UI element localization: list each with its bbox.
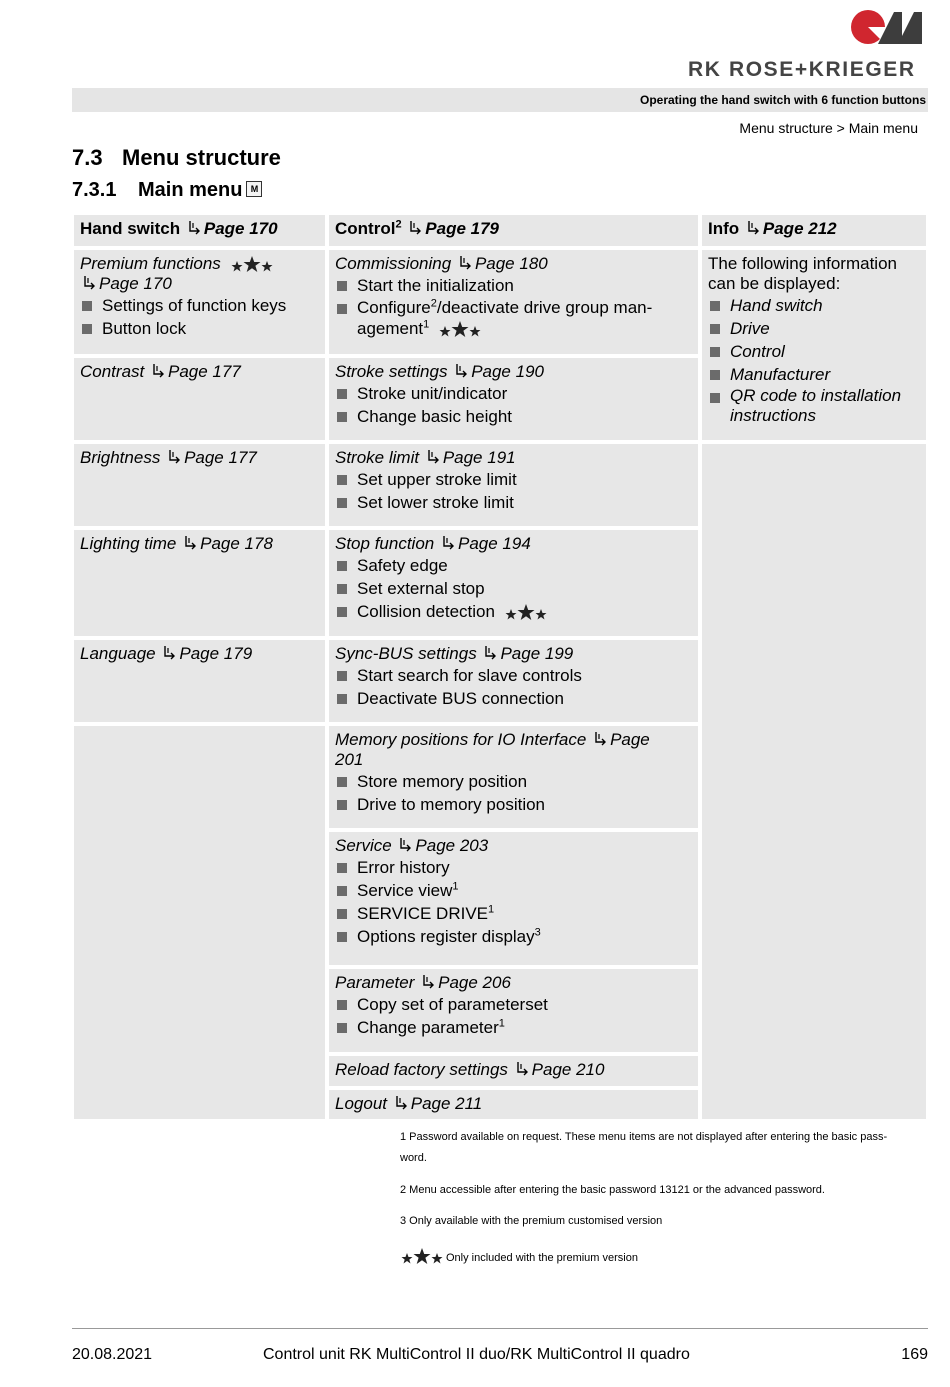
page-ref: Page 206	[438, 973, 511, 992]
menu-cell-lighting-time	[74, 530, 325, 636]
list-item-text: Options register display	[357, 927, 535, 946]
footnote-mark: 1	[452, 880, 459, 893]
list-item-text: Collision detection	[357, 602, 495, 621]
page-ref-arrow-icon	[167, 449, 182, 466]
premium-stars-icon	[438, 320, 482, 338]
info-intro-line: The following information	[708, 254, 897, 273]
list-item: Button lock	[80, 317, 319, 340]
page-ref-arrow-icon	[421, 974, 436, 991]
list-item: Error history	[335, 856, 692, 879]
page-ref: Page 170	[203, 219, 278, 238]
list-item: Change basic height	[335, 405, 692, 428]
page-ref: Page 212	[762, 219, 837, 238]
footnote-text: Only included with the premium version	[446, 1252, 638, 1264]
menu-item-title: Service	[335, 836, 392, 855]
column-title: Hand switch	[80, 219, 181, 238]
list-item: Drive to memory position	[335, 793, 692, 816]
list-item: Manufacturer	[708, 363, 920, 386]
premium-stars-icon	[230, 255, 274, 273]
menu-cell-language	[74, 640, 325, 722]
footnote-1	[400, 1127, 928, 1169]
column-header-hand-switch	[74, 215, 325, 246]
chapter-title: Operating the hand switch with 6 function buttons	[640, 93, 926, 107]
footer-document-title: Control unit RK MultiControl II duo/RK MultiControl II quadro	[263, 1346, 690, 1363]
menu-cell-commissioning	[329, 250, 698, 354]
menu-key-icon: M	[246, 181, 262, 197]
menu-item-title: Stop function	[335, 534, 435, 553]
menu-item-title: Lighting time	[80, 534, 177, 553]
menu-cell-stroke-limit	[329, 444, 698, 526]
list-item: Stroke unit/indicator	[335, 382, 692, 405]
column-title: Control	[335, 219, 396, 238]
menu-cell-sync-bus-settings	[329, 640, 698, 722]
menu-cell-brightness	[74, 444, 325, 526]
menu-item-title: Sync-BUS settings	[335, 644, 477, 663]
list-item-text: Configure	[357, 298, 431, 317]
list-item: Set external stop	[335, 577, 692, 600]
column-header-control	[329, 215, 698, 246]
empty-cell	[702, 444, 926, 1119]
footnote-2: 2 Menu accessible after entering the basic password 13121 or the advanced password.	[400, 1184, 825, 1196]
premium-note	[400, 1247, 928, 1269]
page-ref-arrow-icon	[515, 1061, 530, 1078]
brand-logo	[688, 8, 928, 81]
menu-cell-memory-positions	[329, 726, 698, 828]
page-ref: Page 180	[474, 254, 548, 273]
section-number: 7.3	[72, 145, 103, 170]
page-ref-arrow-icon	[483, 645, 498, 662]
menu-cell-stroke-settings	[329, 358, 698, 440]
subsection-title: Main menu	[138, 179, 243, 201]
page-ref-arrow-icon	[162, 645, 177, 662]
submenu-list	[335, 770, 692, 816]
menu-item-title: Stroke limit	[335, 448, 420, 467]
info-intro-line: can be displayed:	[708, 274, 841, 293]
info-list	[708, 294, 920, 426]
footnote-mark: 3	[534, 926, 541, 939]
list-item: Settings of function keys	[80, 294, 319, 317]
list-item	[335, 902, 692, 925]
submenu-list	[335, 468, 692, 514]
menu-item-title: Parameter	[335, 973, 415, 992]
list-item	[335, 925, 692, 948]
submenu-list	[335, 856, 692, 948]
list-item-text: Service view	[357, 881, 453, 900]
page-ref: Page 203	[415, 836, 489, 855]
page-ref: Page 211	[410, 1094, 483, 1113]
empty-cell	[74, 726, 325, 1119]
footnote-mark: 1	[498, 1017, 505, 1030]
page-number: 169	[901, 1346, 928, 1363]
submenu-list	[335, 664, 692, 710]
chapter-header-bar	[72, 88, 928, 112]
list-item-text: agement	[357, 319, 424, 338]
page-ref-arrow-icon	[408, 220, 423, 237]
menu-cell-service	[329, 832, 698, 965]
page-ref-arrow-icon	[151, 363, 166, 380]
list-item: Set upper stroke limit	[335, 468, 692, 491]
page-ref: Page 177	[184, 448, 257, 467]
premium-stars-icon	[504, 603, 548, 621]
footnote-mark: 2	[395, 218, 402, 231]
footnote-text: word.	[400, 1152, 427, 1164]
menu-cell-premium-functions	[74, 250, 325, 354]
page-ref: Page 170	[99, 274, 172, 293]
list-item	[335, 879, 692, 902]
submenu-list	[80, 294, 319, 340]
list-item: Set lower stroke limit	[335, 491, 692, 514]
list-item-text: Change parameter	[357, 1018, 499, 1037]
list-item: Start the initialization	[335, 274, 692, 297]
menu-item-title: Language	[80, 644, 156, 663]
section-title: Menu structure	[122, 145, 281, 170]
menu-item-title: Commissioning	[335, 254, 452, 273]
list-item: Copy set of parameterset	[335, 993, 692, 1016]
page-ref: Page 178	[200, 534, 273, 553]
footnote-mark: 2	[430, 297, 437, 310]
page-ref-arrow-icon	[394, 1095, 409, 1112]
subsection-number: 7.3.1	[72, 179, 117, 201]
list-item-text: /deactivate drive group man-	[436, 298, 653, 317]
page-ref: 201	[335, 750, 364, 769]
page-ref: Page 179	[425, 219, 500, 238]
page-ref: Page 190	[471, 362, 544, 381]
info-intro	[708, 254, 920, 294]
menu-item-title: Contrast	[80, 362, 145, 381]
menu-cell-logout	[329, 1090, 698, 1119]
page-ref: Page 177	[167, 362, 241, 381]
page-ref-arrow-icon	[82, 275, 97, 292]
page-ref-arrow-icon	[183, 535, 198, 552]
page-ref-arrow-icon	[458, 255, 473, 272]
column-title: Info	[708, 219, 740, 238]
footer-divider	[72, 1328, 928, 1329]
footnote-mark: 1	[488, 903, 495, 916]
page-ref-arrow-icon	[187, 220, 202, 237]
list-item: Hand switch	[708, 294, 920, 317]
list-item: Safety edge	[335, 554, 692, 577]
page-ref-arrow-icon	[593, 731, 608, 748]
list-item: Deactivate BUS connection	[335, 687, 692, 710]
list-item: Store memory position	[335, 770, 692, 793]
page-ref-arrow-icon	[746, 220, 761, 237]
footnote-mark: 1	[423, 318, 430, 331]
footnote-3: 3 Only available with the premium customised version	[400, 1215, 663, 1227]
list-item	[708, 386, 920, 426]
menu-item-title: Stroke settings	[335, 362, 448, 381]
breadcrumb: Menu structure > Main menu	[739, 120, 918, 136]
section-heading	[72, 145, 281, 171]
footnote-text: 1 Password available on request. These menu items are not displayed after entering the basic pass-	[400, 1131, 888, 1143]
list-item	[335, 600, 692, 623]
page-ref: Page	[610, 730, 650, 749]
menu-cell-contrast	[74, 358, 325, 440]
menu-cell-stop-function	[329, 530, 698, 636]
page-ref: Page 199	[500, 644, 574, 663]
brand-name: RK ROSE+KRIEGER	[688, 58, 916, 81]
submenu-list	[335, 274, 692, 339]
subsection-heading	[72, 179, 262, 202]
page-ref-arrow-icon	[426, 449, 441, 466]
list-item: Start search for slave controls	[335, 664, 692, 687]
menu-item-title: Brightness	[80, 448, 161, 467]
menu-cell-reload-factory-settings	[329, 1056, 698, 1086]
page-ref: Page 191	[442, 448, 516, 467]
submenu-list	[335, 554, 692, 623]
page-ref-arrow-icon	[454, 363, 469, 380]
list-item: Control	[708, 340, 920, 363]
submenu-list	[335, 382, 692, 428]
list-item	[335, 297, 692, 339]
page-ref-arrow-icon	[441, 535, 456, 552]
premium-stars-icon	[400, 1247, 444, 1265]
menu-item-title: Memory positions for IO Interface	[335, 730, 587, 749]
list-item: Drive	[708, 317, 920, 340]
list-item-text: QR code to installation	[730, 386, 902, 405]
rose-krieger-logo-mark	[848, 8, 928, 46]
list-item-text: instructions	[730, 406, 816, 425]
menu-cell-info	[702, 250, 926, 440]
menu-item-title: Premium functions	[80, 254, 221, 273]
submenu-list	[335, 993, 692, 1039]
page-ref: Page 179	[179, 644, 253, 663]
menu-cell-parameter	[329, 969, 698, 1052]
list-item-text: SERVICE DRIVE	[357, 904, 489, 923]
page-ref: Page 210	[531, 1060, 605, 1079]
page-ref-arrow-icon	[398, 837, 413, 854]
footer-date: 20.08.2021	[72, 1346, 153, 1363]
menu-item-title: Reload factory settings	[335, 1060, 508, 1079]
list-item	[335, 1016, 692, 1039]
page-ref: Page 194	[457, 534, 531, 553]
menu-item-title: Logout	[335, 1094, 387, 1113]
column-header-info	[702, 215, 926, 246]
